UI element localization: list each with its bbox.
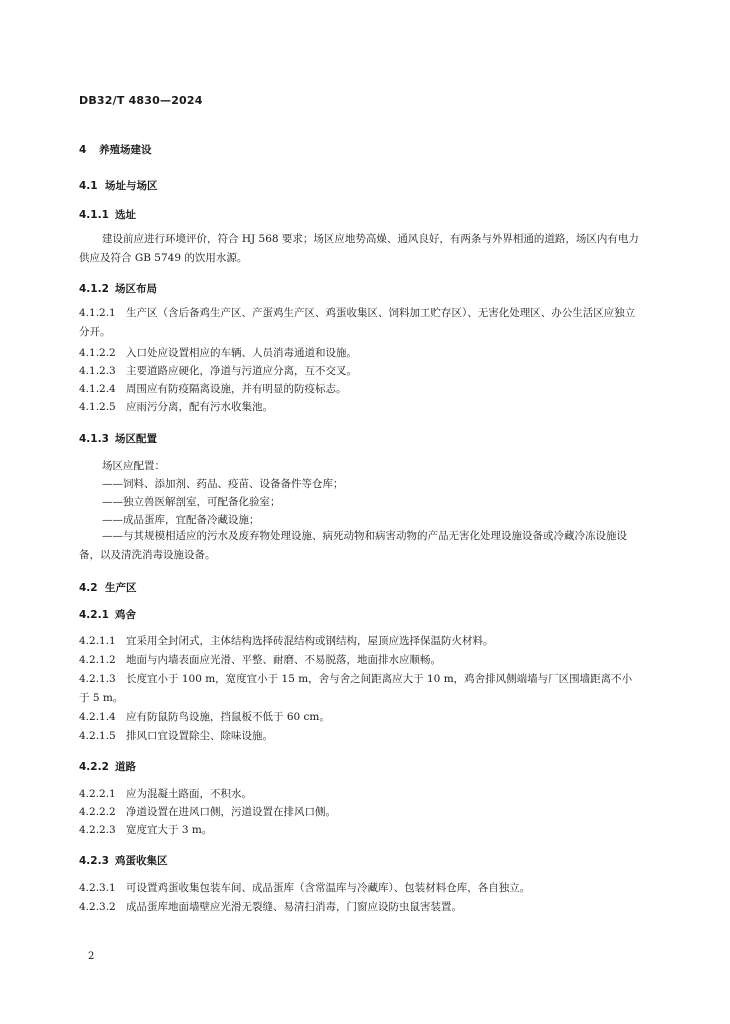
heading-4-2-2	[79, 759, 136, 774]
heading-4-2	[79, 580, 137, 595]
clause-number: 4.1.2.1	[79, 307, 116, 319]
clause-number: 4.2.1.4	[79, 711, 116, 723]
clause-4-1-2-5	[79, 398, 639, 417]
heading-title: 养殖场建设	[99, 144, 152, 156]
heading-number: 4.1.3	[79, 433, 109, 445]
clause-number: 4.1.2.3	[79, 365, 116, 377]
clause-number: 4.2.2.3	[79, 824, 116, 836]
heading-4-1-1	[79, 207, 136, 222]
heading-4-2-1	[79, 607, 136, 622]
clause-text: 入口处应设置相应的车辆、人员消毒通道和设施。	[126, 347, 357, 359]
heading-4	[79, 142, 152, 157]
clause-number: 4.1.2.4	[79, 383, 116, 395]
clause-4-2-2-3	[79, 821, 639, 840]
heading-title: 鸡蛋收集区	[115, 855, 168, 867]
heading-number: 4.2.3	[79, 855, 109, 867]
heading-title: 场区布局	[115, 283, 157, 295]
heading-number: 4.1.2	[79, 283, 109, 295]
heading-number: 4.1.1	[79, 209, 109, 221]
heading-number: 4.1	[79, 180, 98, 192]
heading-title: 场址与场区	[105, 180, 158, 192]
clause-text: 可设置鸡蛋收集包装车间、成品蛋库（含常温库与冷藏库）、包装材料仓库，各自独立。	[126, 882, 531, 894]
config-intro: 场区应配置：	[102, 460, 165, 472]
clause-number: 4.2.1.5	[79, 730, 116, 742]
clause-text: 应为混凝土路面，不积水。	[126, 788, 252, 800]
heading-number: 4.2.2	[79, 761, 109, 773]
clause-4-1-2-1	[79, 304, 639, 342]
clause-4-2-2-1	[79, 785, 639, 804]
heading-title: 选址	[115, 209, 136, 221]
clause-number: 4.1.2.2	[79, 347, 116, 359]
clause-number: 4.2.3.1	[79, 882, 116, 894]
clause-4-2-1-5	[79, 727, 639, 746]
clause-text: 长度宜小于 100 m，宽度宜小于 15 m，舍与舍之间距离应大于 10 m，鸡舍排风侧端墙与厂区围墙距离不小于 5 m。	[79, 673, 633, 704]
clause-text: 排风口宜设置除尘、除味设施。	[126, 730, 273, 742]
clause-4-1-2-2	[79, 344, 639, 363]
heading-title: 场区配置	[115, 433, 157, 445]
clause-4-2-1-3	[79, 670, 639, 708]
clause-number: 4.2.1.1	[79, 635, 116, 647]
heading-title: 鸡舍	[115, 609, 136, 621]
standard-number: DB32/T 4830—2024	[79, 94, 203, 107]
heading-number: 4.2	[79, 582, 98, 594]
clause-number: 4.2.2.1	[79, 788, 116, 800]
clause-4-2-2-2	[79, 803, 639, 822]
clause-4-2-3-2	[79, 898, 639, 917]
clause-number: 4.2.1.2	[79, 654, 116, 666]
clause-number: 4.2.2.2	[79, 806, 116, 818]
heading-4-2-3	[79, 853, 168, 868]
heading-title: 生产区	[105, 582, 137, 594]
config-item: ——饲料、添加剂、药品、疫苗、设备备件等仓库；	[102, 478, 344, 490]
clause-text: 生产区（含后备鸡生产区、产蛋鸡生产区、鸡蛋收集区、饲料加工贮存区）、无害化处理区、办公生活区应独立分开。	[79, 307, 636, 338]
heading-4-1-3	[79, 431, 157, 446]
heading-4-1	[79, 178, 158, 193]
clause-text: 宽度宜大于 3 m。	[126, 824, 213, 836]
clause-4-1-2-3	[79, 362, 639, 381]
clause-number: 4.1.2.5	[79, 401, 116, 413]
clause-number: 4.2.3.2	[79, 901, 116, 913]
clause-4-2-1-1	[79, 632, 639, 651]
clause-text: 宜采用全封闭式，主体结构选择砖混结构或钢结构，屋顶应选择保温防火材料。	[126, 635, 494, 647]
config-item: ——与其规模相适应的污水及废弃物处理设施、病死动物和病害动物的产品无害化处理设施设备或冷藏冷冻设施设备，以及清洗消毒设施设备。	[79, 530, 627, 561]
clause-4-2-1-2	[79, 651, 639, 670]
clause-text: 成品蛋库地面墙壁应光滑无裂缝、易清扫消毒，门窗应设防虫鼠害装置。	[126, 901, 462, 913]
clause-4-2-3-1	[79, 879, 639, 898]
clause-number: 4.2.1.3	[79, 673, 116, 685]
config-item: ——成品蛋库，宜配备冷藏设施；	[102, 514, 260, 526]
paragraph-site-selection: 建设前应进行环境评价，符合 HJ 568 要求；场区应地势高燥、通风良好，有两条与外界相通的道路，场区内有电力供应及符合 GB 5749 的饮用水源。	[79, 233, 639, 264]
heading-4-1-2	[79, 281, 157, 296]
heading-title: 道路	[115, 761, 136, 773]
heading-number: 4	[79, 144, 87, 156]
clause-text: 净道设置在进风口侧，污道设置在排风口侧。	[126, 806, 336, 818]
config-item: ——独立兽医解剖室，可配备化验室；	[102, 496, 281, 508]
clause-4-2-1-4	[79, 708, 639, 727]
clause-text: 应雨污分离，配有污水收集池。	[126, 401, 273, 413]
page-number: 2	[88, 951, 95, 962]
clause-text: 应有防鼠防鸟设施，挡鼠板不低于 60 cm。	[126, 711, 330, 723]
clause-4-1-2-4	[79, 380, 639, 399]
clause-text: 主要道路应硬化，净道与污道应分离，互不交叉。	[126, 365, 357, 377]
heading-number: 4.2.1	[79, 609, 109, 621]
clause-text: 地面与内墙表面应光滑、平整、耐磨、不易脱落，地面排水应顺畅。	[126, 654, 441, 666]
clause-text: 周围应有防疫隔离设施，并有明显的防疫标志。	[126, 383, 347, 395]
